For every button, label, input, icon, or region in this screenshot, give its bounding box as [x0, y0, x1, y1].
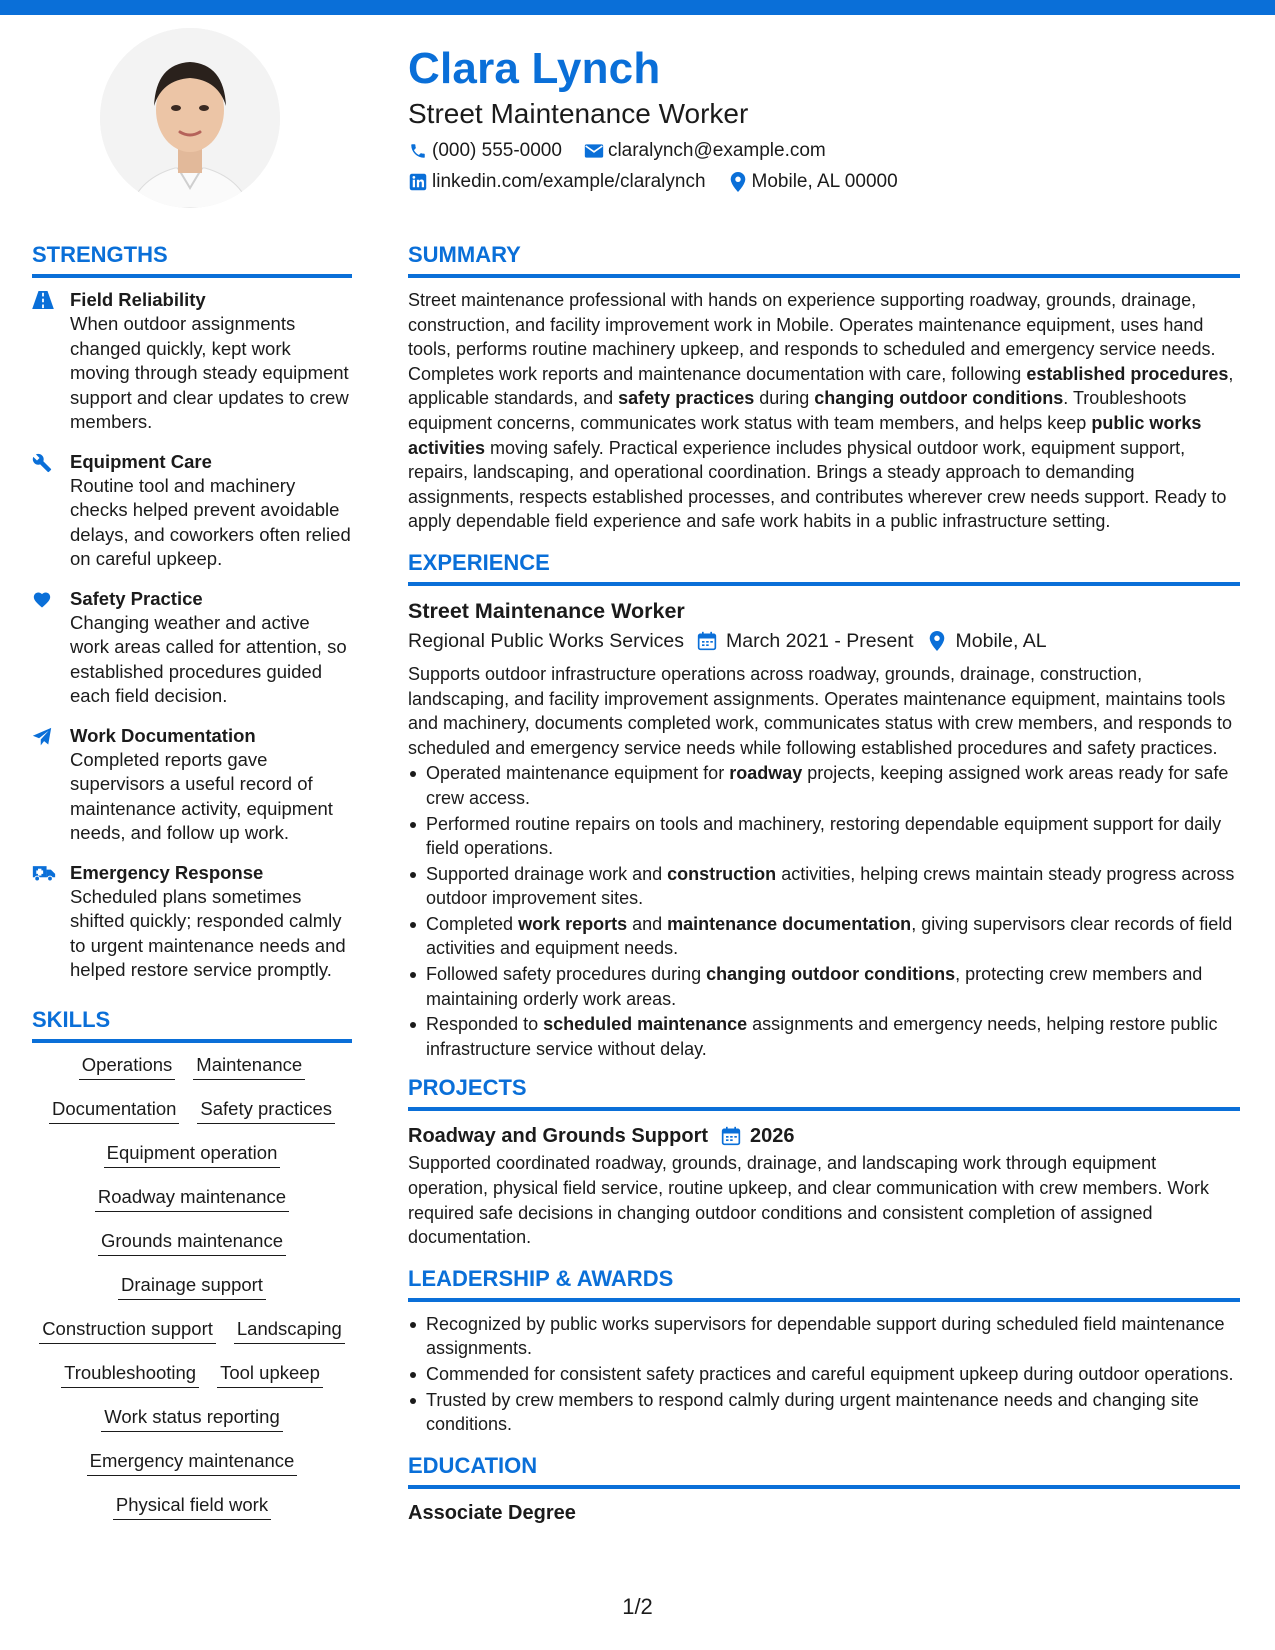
wrench-icon — [32, 450, 70, 572]
phone-icon — [408, 141, 428, 161]
job-title: Street Maintenance Worker — [408, 598, 685, 623]
text-run: Completed — [426, 913, 519, 934]
projects-heading: PROJECTS — [408, 1073, 1240, 1111]
contact-email[interactable] — [584, 139, 826, 163]
skill-tag: Physical field work — [113, 1493, 271, 1520]
skill-row — [32, 1405, 352, 1432]
skill-row — [32, 1493, 352, 1520]
phone-text: (000) 555-0000 — [432, 140, 562, 161]
strength-text: Scheduled plans sometimes shifted quickly; responded calmly to urgent maintenance needs and helped restore service promptly. — [70, 885, 346, 980]
envelope-icon — [584, 141, 604, 161]
education-heading: EDUCATION — [408, 1451, 1240, 1489]
top-accent-bar — [0, 0, 1275, 15]
text-run: Followed safety procedures during — [426, 964, 707, 985]
map-pin-icon — [728, 172, 748, 192]
leadership-bullets — [408, 1312, 1240, 1437]
text-run: Performed routine repairs on tools and machinery, restoring dependable equipment support for daily field operations. — [426, 813, 1222, 859]
strength-text: Changing weather and active work areas called for attention, so established procedures guided each field decision. — [70, 611, 347, 706]
list-item: Trusted by crew members to respond calmly during urgent maintenance needs and changing site conditions. — [408, 1388, 1240, 1437]
skill-tag: Grounds maintenance — [98, 1229, 286, 1256]
contact-phone[interactable] — [408, 139, 562, 163]
strength-title: Emergency Response — [70, 861, 264, 883]
list-item — [408, 1012, 1240, 1061]
skill-row — [32, 1273, 352, 1300]
text-run: . Troubleshoots equipment concerns, communicates work status with team members, and helps keep — [408, 388, 1187, 433]
strength-title: Safety Practice — [70, 587, 203, 609]
strength-item — [32, 288, 352, 435]
skills-list — [32, 1053, 352, 1520]
email-text: claralynch@example.com — [607, 140, 826, 161]
list-item — [408, 912, 1240, 961]
bold-phrase: maintenance documentation — [667, 913, 912, 934]
strength-text: Completed reports gave supervisors a useful record of maintenance activity, equipment needs, and follow up work. — [70, 748, 333, 843]
ambulance-icon — [32, 861, 70, 983]
experience-bullets — [408, 761, 1240, 1061]
map-pin-icon — [926, 630, 948, 652]
skill-tag: Troubleshooting — [61, 1361, 199, 1388]
strengths-heading: STRENGTHS — [32, 240, 352, 278]
bold-phrase: changing outdoor conditions — [814, 388, 1064, 409]
summary-heading: SUMMARY — [408, 240, 1240, 278]
skill-tag: Drainage support — [118, 1273, 266, 1300]
list-item: Commended for consistent safety practices and careful equipment upkeep during outdoor operations. — [408, 1362, 1240, 1387]
project-description: Supported coordinated roadway, grounds, drainage, and landscaping work through equipment operation, physical field service, routine upkeep, and clear communication with crew members. Work required safe decisions in changing outdoor conditions and consistent completion of assigned documentation. — [408, 1153, 1210, 1248]
skill-tag: Landscaping — [234, 1317, 345, 1344]
linkedin-icon — [408, 172, 428, 192]
job-location — [926, 626, 1047, 656]
profile-photo — [100, 28, 280, 208]
skill-tag: Roadway maintenance — [95, 1185, 289, 1212]
bold-phrase: changing outdoor conditions — [706, 964, 956, 985]
job-dates-text: March 2021 - Present — [726, 629, 914, 652]
skill-row — [32, 1053, 352, 1080]
skill-row — [32, 1361, 352, 1388]
job-meta — [408, 626, 1240, 656]
candidate-name: Clara Lynch — [408, 44, 661, 93]
bold-phrase: scheduled maintenance — [543, 1014, 748, 1035]
job-dates — [696, 626, 914, 656]
bold-phrase: construction — [667, 863, 777, 884]
heart-icon — [32, 587, 70, 709]
skill-tag: Construction support — [39, 1317, 216, 1344]
bold-phrase: public works activities — [408, 412, 1202, 458]
contact-row-2 — [408, 170, 1238, 194]
bold-phrase: roadway — [729, 763, 803, 784]
leadership-heading: LEADERSHIP & AWARDS — [408, 1264, 1240, 1302]
list-item: Recognized by public works supervisors for dependable support during scheduled field maintenance assignments. — [408, 1312, 1240, 1361]
job-description: Supports outdoor infrastructure operations across roadway, grounds, drainage, construction, landscaping, and facility improvement assignments. Operates maintenance equipment, maintains tools and machinery, documents completed work, communicates status with crew members, and responds to scheduled and emergency service needs while following established procedures and safety practices. — [408, 663, 1233, 758]
calendar-icon — [696, 630, 718, 652]
skill-row — [32, 1141, 352, 1168]
job-location-text: Mobile, AL — [955, 629, 1047, 652]
bold-phrase: work reports — [518, 913, 628, 934]
text-run: Street maintenance professional with hands on experience supporting roadway, grounds, drainage, construction, and facility improvement work in Mobile. Operates maintenance equipment, uses hand tools, performs routine machinery upkeep, and responds to scheduled and emergency service needs. Completes work reports and maintenance documentation with care, following — [408, 290, 1216, 384]
list-item — [408, 761, 1240, 810]
skill-tag: Documentation — [49, 1097, 179, 1124]
list-item — [408, 862, 1240, 911]
contact-row-1 — [408, 139, 1238, 163]
skill-row — [32, 1097, 352, 1124]
text-run: projects, keeping assigned work areas ready for safe crew access. — [426, 763, 1229, 808]
left-column — [32, 240, 352, 1537]
project-name: Roadway and Grounds Support — [408, 1125, 709, 1148]
location-text: Mobile, AL 00000 — [751, 171, 898, 192]
skill-tag: Maintenance — [193, 1053, 305, 1080]
skill-row — [32, 1449, 352, 1476]
skill-tag: Work status reporting — [101, 1405, 282, 1432]
bold-phrase: established procedures — [1026, 363, 1229, 384]
candidate-title: Street Maintenance Worker — [408, 98, 749, 129]
list-item — [408, 812, 1240, 861]
strength-item — [32, 724, 352, 846]
text-run: , protecting crew members and maintaining orderly work areas. — [426, 964, 1203, 1009]
strength-item — [32, 450, 352, 572]
text-run: , applicable standards, and — [408, 363, 1234, 409]
page-number: 1/2 — [622, 1594, 653, 1619]
experience-heading: EXPERIENCE — [408, 548, 1240, 586]
strength-title: Equipment Care — [70, 450, 212, 472]
text-run: Responded to — [426, 1014, 544, 1035]
contact-location — [728, 170, 898, 194]
paper-plane-icon — [32, 724, 70, 846]
text-run: during — [754, 388, 815, 409]
text-run: moving safely. Practical experience includes physical outdoor work, equipment support, repairs, landscaping, and operational coordination. Brings a steady approach to demanding assignments, respects established processes, and contributes wherever crew needs support. Ready to apply dependable field experience and safe work habits in a public infrastructure setting. — [408, 437, 1227, 532]
contact-linkedin[interactable] — [408, 170, 706, 194]
text-run: , giving supervisors clear records of field activities and equipment needs. — [426, 913, 1233, 959]
text-run: and — [627, 913, 668, 934]
skills-heading: SKILLS — [32, 1005, 352, 1043]
text-run: Supported drainage work and — [426, 863, 668, 884]
bold-phrase: safety practices — [618, 388, 755, 409]
linkedin-text: linkedin.com/example/claralynch — [432, 171, 706, 192]
skill-tag: Safety practices — [197, 1097, 335, 1124]
strength-title: Field Reliability — [70, 289, 206, 310]
skill-row — [32, 1317, 352, 1344]
text-run: activities, helping crews maintain steady progress across outdoor improvement sites. — [426, 863, 1235, 909]
calendar-icon — [720, 1125, 742, 1147]
strength-text: When outdoor assignments changed quickly, kept work moving through steady equipment support and clear updates to crew members. — [70, 313, 349, 432]
education-degree: Associate Degree — [408, 1501, 576, 1524]
skill-tag: Emergency maintenance — [87, 1449, 298, 1476]
list-item — [408, 962, 1240, 1011]
skill-row — [32, 1185, 352, 1212]
project-header — [408, 1121, 1240, 1151]
text-run: assignments and emergency needs, helping restore public infrastructure service without delay. — [426, 1014, 1218, 1059]
skill-tag: Tool upkeep — [217, 1361, 323, 1388]
right-column — [408, 240, 1240, 1527]
skill-row — [32, 1229, 352, 1256]
resume-header — [408, 42, 1238, 194]
strength-title: Work Documentation — [70, 724, 256, 746]
road-icon — [32, 288, 70, 435]
strength-text: Routine tool and machinery checks helped prevent avoidable delays, and coworkers often relied on careful upkeep. — [70, 474, 351, 569]
strength-item — [32, 861, 352, 983]
text-run: Operated maintenance equipment for — [426, 763, 730, 784]
skill-tag: Equipment operation — [104, 1141, 281, 1168]
employer: Regional Public Works Services — [408, 629, 684, 652]
summary-text — [408, 288, 1240, 534]
project-year: 2026 — [750, 1125, 795, 1148]
skill-tag: Operations — [79, 1053, 176, 1080]
strength-item — [32, 587, 352, 709]
